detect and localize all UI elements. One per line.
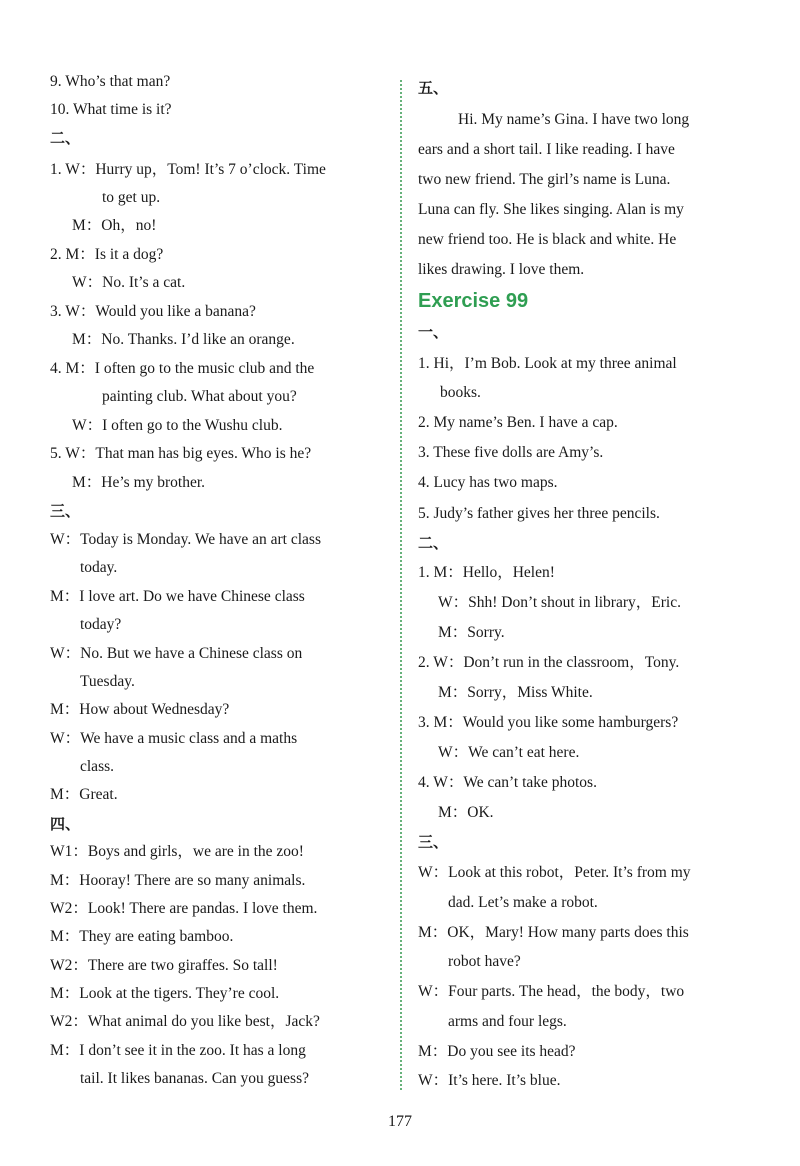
text-line: likes drawing. I love them. [418,261,585,278]
text-line: 4. Lucy has two maps. [418,474,558,491]
text-line: M：Do you see its head? [418,1043,576,1060]
text-line: two new friend. The girl’s name is Luna. [418,171,671,188]
text-line: 3. These five dolls are Amy’s. [418,444,604,461]
text-line: M：They are eating bamboo. [50,928,234,945]
text-line: W：No. But we have a Chinese class on [50,645,303,662]
text-line: M：Oh，no! [72,217,157,234]
text-line: Tuesday. [80,673,135,690]
text-line: 5. W：That man has big eyes. Who is he? [50,445,312,462]
text-line: 2. M：Is it a dog? [50,246,164,263]
text-line: M：No. Thanks. I’d like an orange. [72,331,295,348]
text-line: class. [80,758,115,775]
text-line: ears and a short tail. I like reading. I have [418,141,675,158]
text-line: today. [80,559,118,576]
text-line: W：Look at this robot，Peter. It’s from my [418,864,691,881]
text-line: 2. My name’s Ben. I have a cap. [418,414,618,431]
text-line: 10. What time is it? [50,101,172,118]
text-line: 5. Judy’s father gives her three pencils. [418,505,660,522]
text-line: W2：Look! There are pandas. I love them. [50,900,318,917]
text-line: books. [440,384,481,401]
text-line: W：I often go to the Wushu club. [72,417,283,434]
text-line: 1. M：Hello，Helen! [418,564,555,581]
text-line: 3. W：Would you like a banana? [50,303,256,320]
text-line: M：Sorry，Miss White. [438,684,593,701]
text-line: 4. M：I often go to the music club and the [50,360,315,377]
section-heading: 二、 [50,129,81,147]
text-line: 3. M：Would you like some hamburgers? [418,714,679,731]
text-line: painting club. What about you? [102,388,297,405]
text-line: W：We can’t eat here. [438,744,580,761]
text-line: W1：Boys and girls，we are in the zoo! [50,843,304,860]
text-line: W：Four parts. The head，the body，two [418,983,685,1000]
text-line: dad. Let’s make a robot. [448,894,598,911]
text-line: tail. It likes bananas. Can you guess? [80,1070,310,1087]
section-heading: 三、 [418,833,449,851]
text-line: W2：What animal do you like best，Jack? [50,1013,320,1030]
text-line: 1. Hi，I’m Bob. Look at my three animal [418,355,677,372]
section-heading: 二、 [418,534,449,552]
text-line: M：OK，Mary! How many parts does this [418,924,689,941]
text-line: W2：There are two giraffes. So tall! [50,957,278,974]
text-line: M：Hooray! There are so many animals. [50,872,306,889]
section-heading: 一、 [418,323,449,341]
text-line: 9. Who’s that man? [50,73,171,90]
text-line: new friend too. He is black and white. He [418,231,677,248]
text-line: M：He’s my brother. [72,474,206,491]
text-line: to get up. [102,189,161,206]
text-line: M：I don’t see it in the zoo. It has a long [50,1042,306,1059]
text-line: Luna can fly. She likes singing. Alan is my [418,201,684,218]
text-line: M：I love art. Do we have Chinese class [50,588,305,605]
text-line: 4. W：We can’t take photos. [418,774,597,791]
text-line: M：Look at the tigers. They’re cool. [50,985,280,1002]
column-divider [400,80,402,1090]
text-line: W：We have a music class and a maths [50,730,298,747]
section-heading: 三、 [50,502,81,520]
text-line: robot have? [448,953,521,970]
text-line: M：Great. [50,786,118,803]
section-heading: 五、 [418,79,449,97]
text-line: 1. W：Hurry up，Tom! It’s 7 o’clock. Time [50,161,326,178]
text-line: Hi. My name’s Gina. I have two long [458,111,690,128]
page-number: 177 [388,1113,412,1130]
text-line: W：Shh! Don’t shout in library，Eric. [438,594,681,611]
text-line: W：It’s here. It’s blue. [418,1072,561,1089]
text-line: M：Sorry. [438,624,505,641]
text-line: M：How about Wednesday? [50,701,230,718]
text-line: W：No. It’s a cat. [72,274,186,291]
text-line: arms and four legs. [448,1013,567,1030]
text-line: M：OK. [438,804,494,821]
text-line: today? [80,616,122,633]
exercise-title: Exercise 99 [418,290,529,312]
text-line: W：Today is Monday. We have an art class [50,531,321,548]
section-heading: 四、 [50,815,81,833]
text-line: 2. W：Don’t run in the classroom，Tony. [418,654,680,671]
